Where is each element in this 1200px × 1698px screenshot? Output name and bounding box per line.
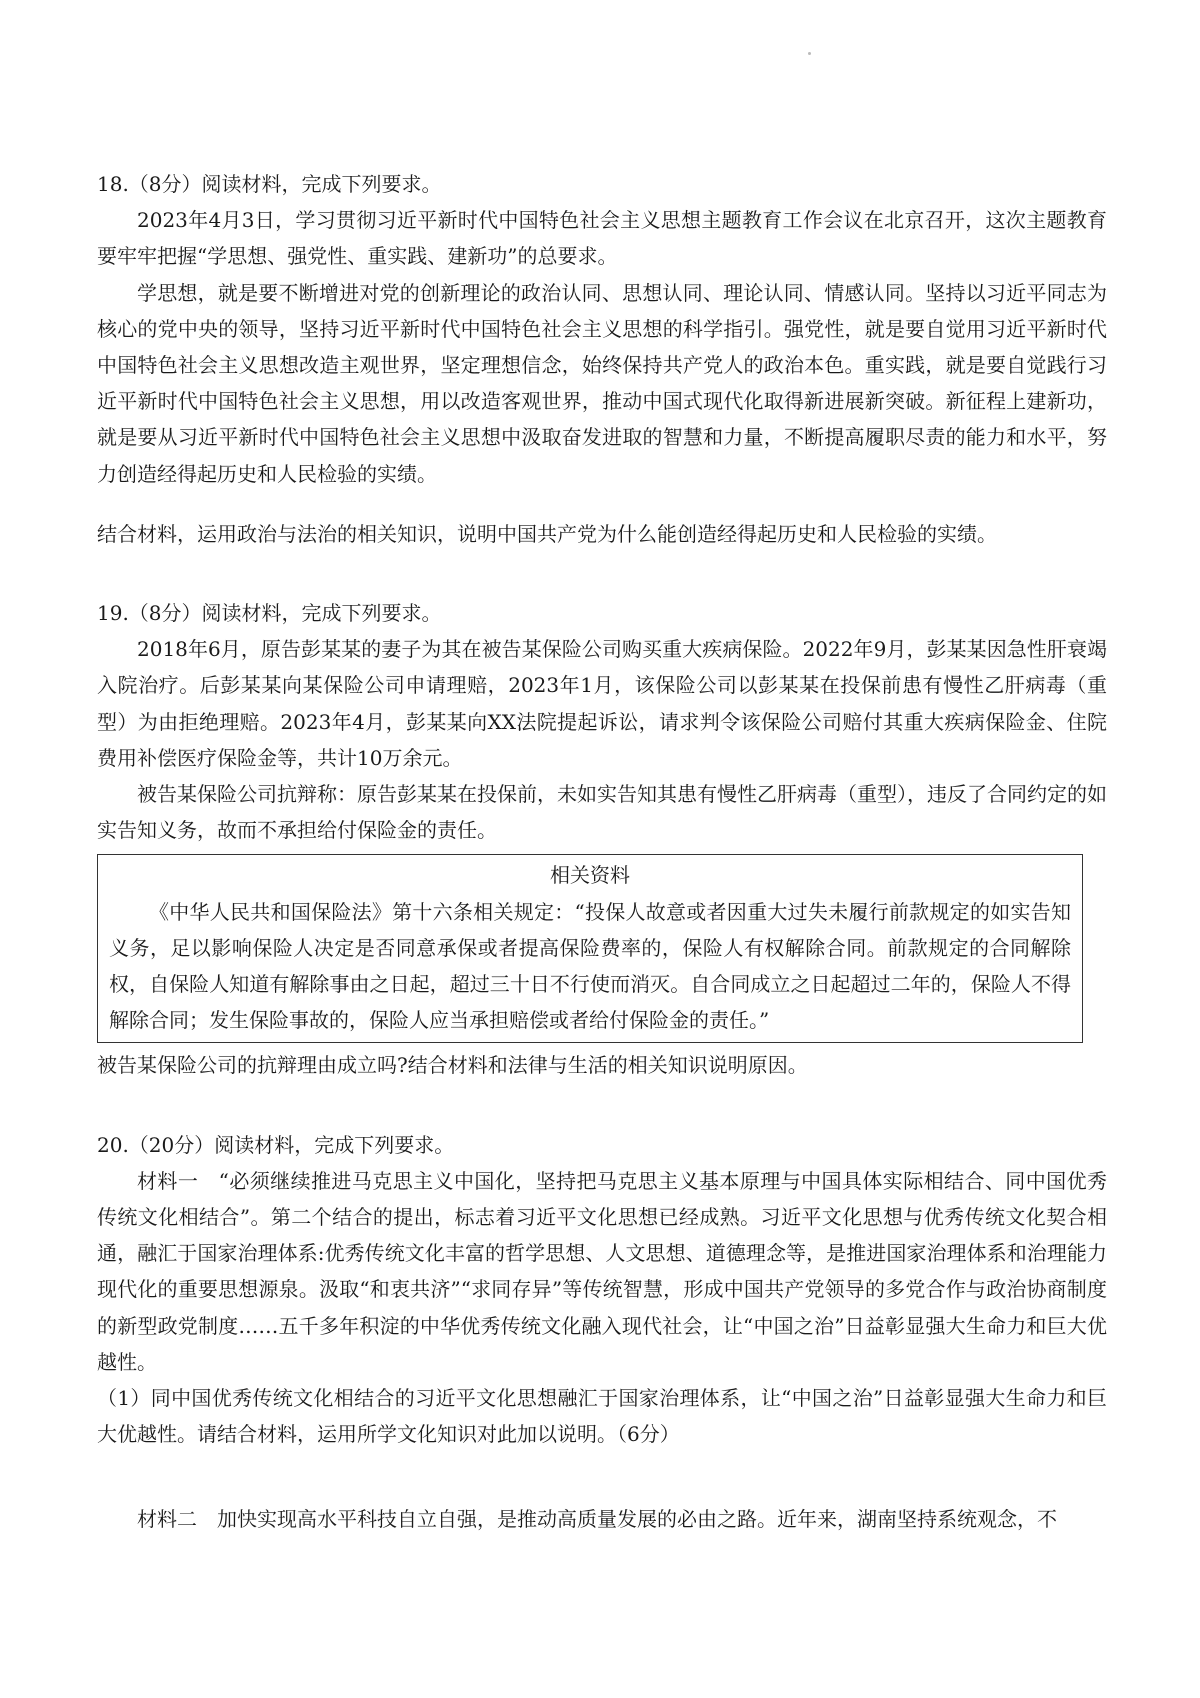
question-18-title: 18.（8分）阅读材料，完成下列要求。 (97, 172, 442, 196)
related-materials-box (97, 854, 1083, 1043)
question-19-title: 19.（8分）阅读材料，完成下列要求。 (97, 601, 442, 626)
question-19 (97, 595, 1107, 1084)
question-18-paragraph-2: 学思想，就是要不断增进对党的创新理论的政治认同、思想认同、理论认同、情感认同。坚持以习近平同志为核心的党中央的领导，坚持习近平新时代中国特色社会主义思想的科学指引。强党性，就是要自觉用习近平新时代中国特色社会主义思想改造主观世界，坚定理想信念，始终保持共产党人的政治本色。重实践，就是要自觉践行习近平新时代中国特色社会主义思想，用以改造客观世界，推动中国式现代化取得新进展新突破。新征程上建新功，就是要从习近平新时代中国特色社会主义思想中汲取奋发进取的智慧和力量，不断提高履职尽责的能力和水平，努力创造经得起历史和人民检验的实绩。 (97, 280, 1107, 486)
question-19-paragraph-1: 2018年6月，原告彭某某的妻子为其在被告某保险公司购买重大疾病保险。2022年9月，彭某某因急性肝衰竭入院治疗。后彭某某向某保险公司申请理赔，2023年1月，该保险公司以彭某某在投保前患有慢性乙肝病毒（重型）为由拒绝理赔。2023年4月，彭某某向XX法院提起诉讼，请求判令该保险公司赔付其重大疾病保险金、住院费用补偿医疗保险金等，共计10万余元。 (97, 637, 1107, 770)
question-20-title: 20.（20分）阅读材料，完成下列要求。 (97, 1132, 455, 1157)
question-19-paragraph-2: 被告某保险公司抗辩称：原告彭某某在投保前，未如实告知其患有慢性乙肝病毒（重型），违反了合同约定的如实告知义务，故而不承担给付保险金的责任。 (97, 782, 1107, 843)
question-18-task: 结合材料，运用政治与法治的相关知识，说明中国共产党为什么能创造经得起历史和人民检验的实绩。 (97, 521, 997, 546)
question-20-material-1: 材料一 “必须继续推进马克思主义中国化，坚持把马克思主义基本原理与中国具体实际相结合、同中国优秀传统文化相结合”。第二个结合的提出，标志着习近平文化思想已经成熟。习近平文化思想与优秀传统文化契合相通，融汇于国家治理体系:优秀传统文化丰富的哲学思想、人文思想、道德理念等，是推进国家治理体系和治理能力现代化的重要思想源泉。汲取“和衷共济”“求同存异”等传统智慧，形成中国共产党领导的多党合作与政治协商制度的新型政党制度……五千多年积淀的中华优秀传统文化融入现代社会，让“中国之治”日益彰显强大生命力和巨大优越性。 (97, 1168, 1107, 1374)
question-19-task: 被告某保险公司的抗辩理由成立吗?结合材料和法律与生活的相关知识说明原因。 (97, 1053, 808, 1078)
question-18 (97, 166, 1107, 552)
related-materials-title: 相关资料 (550, 863, 630, 888)
question-18-paragraph-1: 2023年4月3日，学习贯彻习近平新时代中国特色社会主义思想主题教育工作会议在北京召开，这次主题教育要牢牢把握“学思想、强党性、重实践、建新功”的总要求。 (97, 208, 1107, 269)
question-20 (97, 1127, 1107, 1537)
scan-speck (808, 52, 811, 55)
related-materials-text: 《中华人民共和国保险法》第十六条相关规定：“投保人故意或者因重大过失未履行前款规定的如实告知义务，足以影响保险人决定是否同意承保或者提高保险费率的，保险人有权解除合同。前款规定的合同解除权，自保险人知道有解除事由之日起，超过三十日不行使而消灭。自合同成立之日起超过二年的，保险人不得解除合同；发生保险事故的，保险人应当承担赔偿或者给付保险金的责任。” (109, 899, 1071, 1033)
exam-content (97, 166, 1107, 1537)
question-20-material-2: 材料二 加快实现高水平科技自立自强，是推动高质量发展的必由之路。近年来，湖南坚持系统观念，不 (137, 1506, 1057, 1531)
question-20-sub-question-1: （1）同中国优秀传统文化相结合的习近平文化思想融汇于国家治理体系，让“中国之治”日益彰显强大生命力和巨大优越性。请结合材料，运用所学文化知识对此加以说明。（6分） (97, 1386, 1107, 1447)
